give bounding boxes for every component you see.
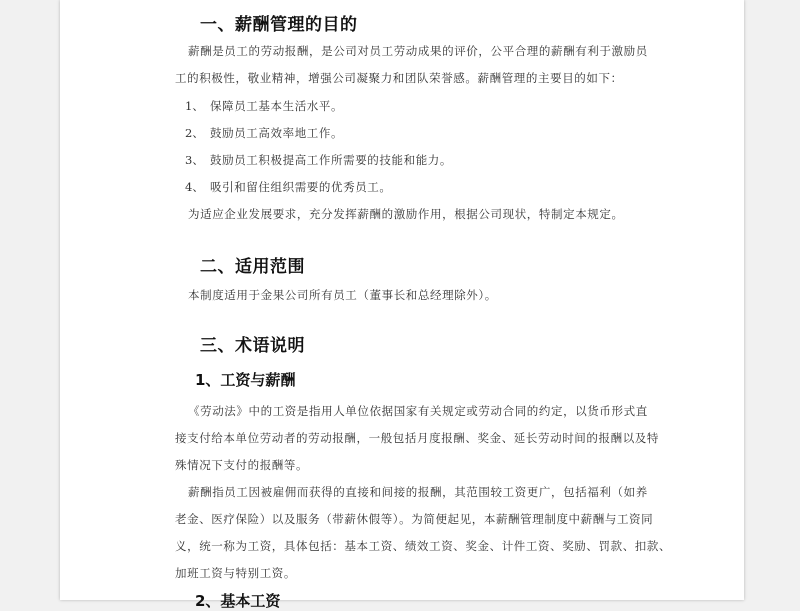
paragraph-line: 义，统一称为工资，具体包括：基本工资、绩效工资、奖金、计件工资、奖励、罚款、扣款、: [175, 539, 672, 553]
document-page: [60, 0, 744, 610]
list-item: 保障员工基本生活水平。: [210, 99, 344, 113]
list-item: 鼓励员工积极提高工作所需要的技能和能力。: [210, 153, 452, 167]
list-number: 1、: [185, 99, 204, 113]
subsection-heading-wages: 1、工资与薪酬: [195, 371, 296, 389]
paragraph-line: 加班工资与特别工资。: [175, 566, 296, 580]
paragraph-line: 殊情况下支付的报酬等。: [175, 458, 309, 472]
paragraph-line: 接支付给本单位劳动者的劳动报酬，一般包括月度报酬、奖金、延长劳动时间的报酬以及特: [175, 431, 659, 445]
list-number: 2、: [185, 126, 204, 140]
list-item: 鼓励员工高效率地工作。: [210, 126, 344, 140]
subsection-heading-base-salary: 2、基本工资: [195, 592, 281, 610]
paragraph-line: 本制度适用于金果公司所有员工（董事长和总经理除外）。: [188, 288, 497, 302]
list-number: 3、: [185, 153, 204, 167]
section-heading-purpose: 一、薪酬管理的目的: [200, 15, 358, 35]
paragraph-line: 薪酬是员工的劳动报酬，是公司对员工劳动成果的评价，公平合理的薪酬有利于激励员: [188, 44, 648, 58]
paragraph-line: 工的积极性，敬业精神，增强公司凝聚力和团队荣誉感。薪酬管理的主要目的如下：: [175, 71, 623, 85]
list-number: 4、: [185, 180, 204, 194]
section-heading-terms: 三、术语说明: [200, 336, 305, 356]
list-item: 吸引和留住组织需要的优秀员工。: [210, 180, 392, 194]
section-heading-scope: 二、适用范围: [200, 257, 305, 277]
paragraph-line: 《劳动法》中的工资是指用人单位依据国家有关规定或劳动合同的约定，以货币形式直: [188, 404, 648, 418]
paragraph-line: 老金、医疗保险）以及服务（带薪休假等）。为简便起见，本薪酬管理制度中薪酬与工资同: [175, 512, 654, 526]
paragraph-line: 为适应企业发展要求，充分发挥薪酬的激励作用，根据公司现状，特制定本规定。: [188, 207, 624, 221]
paragraph-line: 薪酬指员工因被雇佣而获得的直接和间接的报酬，其范围较工资更广，包括福利（如养: [188, 485, 648, 499]
